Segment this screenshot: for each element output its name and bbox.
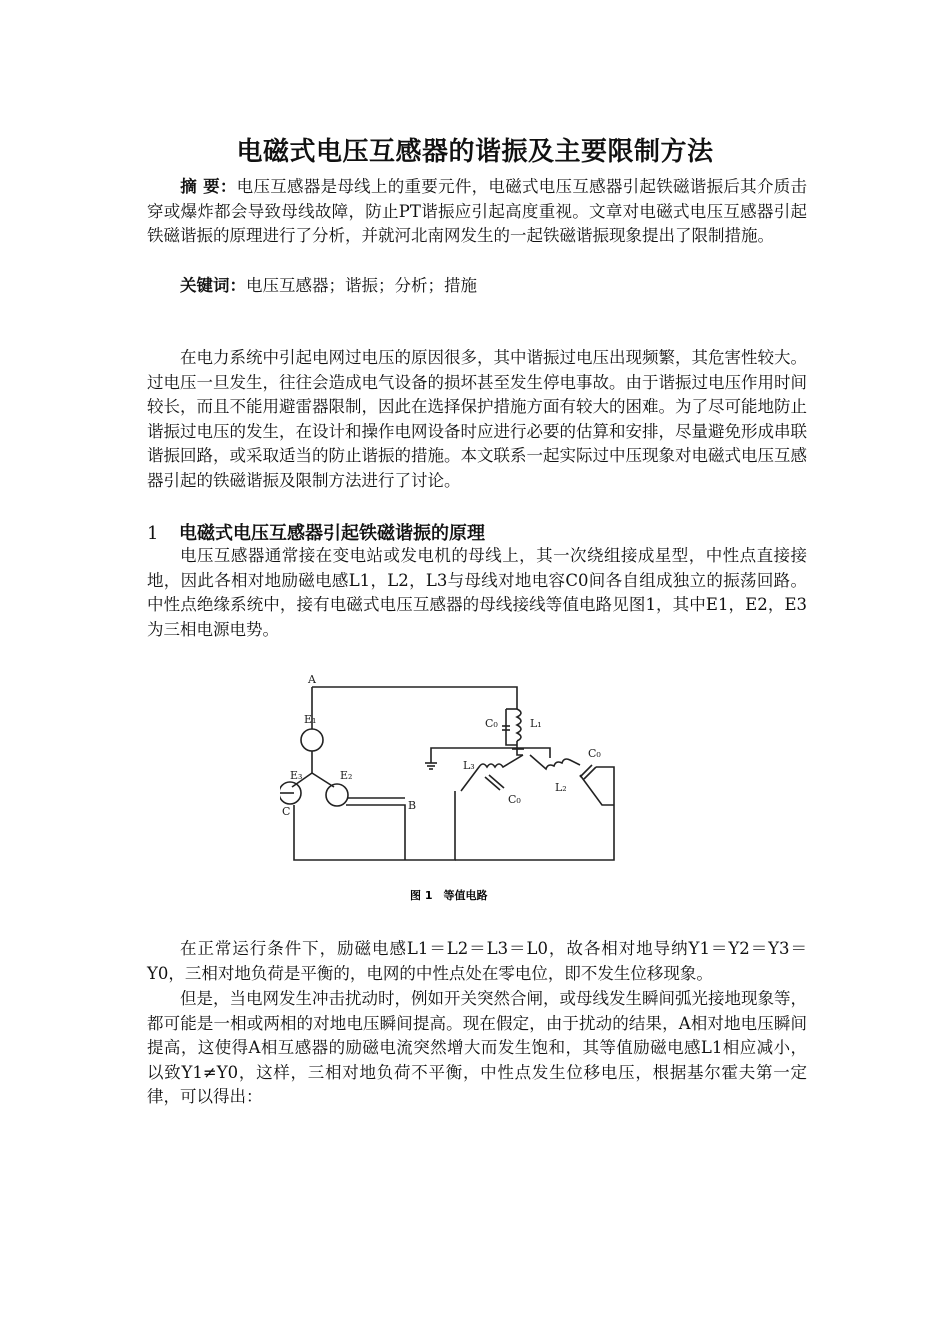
- label-l1: L₁: [530, 717, 542, 730]
- paragraph-normal-operation: 在正常运行条件下，励磁电感L1＝L2＝L3＝L0，故各相对地导纳Y1＝Y2＝Y3＝Y0，三相对地负荷是平衡的，电网的中性点处在零电位，即不发生位移现象。: [147, 939, 807, 983]
- label-c0-top: C₀: [485, 717, 498, 730]
- section-title: 电磁式电压互感器引起铁磁谐振的原理: [179, 523, 485, 544]
- keywords-text: 电压互感器；谐振；分析；措施: [246, 276, 477, 295]
- label-a: A: [308, 673, 316, 686]
- label-e3: E₃: [290, 769, 303, 782]
- section1-paragraph: 电压互感器通常接在变电站或发电机的母线上，其一次绕组接成星型，中性点直接接地，因此各相对地励磁电感L1，L2，L3与母线对地电容C0间各自组成独立的振荡回路。中性点绝缘系统中，接有电磁式电压互感器的母线接线等值电路见图1，其中E1，E2，E3为三相电源电势。: [147, 546, 807, 639]
- label-l3: L₃: [463, 759, 475, 772]
- intro-paragraph: 在电力系统中引起电网过电压的原因很多，其中谐振过电压出现频繁，其危害性较大。过电压一旦发生，往往会造成电气设备的损坏甚至发生停电事故。由于谐振过电压作用时间较长，而且不能用避雷器限制，因此在选择保护措施方面有较大的困难。为了尽可能地防止谐振过电压的发生，在设计和操作电网设备时应进行必要的估算和安排，尽量避免形成串联谐振回路，或采取适当的防止谐振的措施。本文联系一起实际过中压现象对电磁式电压互感器引起的铁磁谐振及限制方法进行了讨论。: [147, 348, 807, 490]
- label-c0-left: C₀: [508, 793, 521, 806]
- abstract-label: 摘 要：: [180, 177, 237, 196]
- circuit-diagram: [280, 665, 680, 913]
- label-c0-right: C₀: [588, 747, 601, 760]
- figure-caption: 图 1 等值电路: [410, 889, 488, 902]
- document-title: 电磁式电压互感器的谐振及主要限制方法: [236, 137, 714, 167]
- equivalent-circuit-figure: [280, 665, 680, 913]
- section-number: 1: [147, 523, 159, 544]
- label-e2: E₂: [340, 769, 353, 782]
- label-l2: L₂: [555, 781, 567, 794]
- abstract: [147, 175, 807, 249]
- paragraph-disturbance: 但是，当电网发生冲击扰动时，例如开关突然合闸，或母线发生瞬间弧光接地现象等，都可能是一相或两相的对地电压瞬间提高。现在假定，由于扰动的结果，A相对地电压瞬间提高，这使得A相互感器的励磁电流突然增大而发生饱和，其等值励磁电感L1相应减小，以致Y1≠Y0，这样，三相对地负荷不平衡，中性点发生位移电压，根据基尔霍夫第一定律，可以得出：: [147, 989, 807, 1107]
- label-c: C: [282, 805, 291, 818]
- abstract-text: 电压互感器是母线上的重要元件，电磁式电压互感器引起铁磁谐振后其介质击穿或爆炸都会导致母线故障，防止PT谐振应引起高度重视。文章对电磁式电压互感器引起铁磁谐振的原理进行了分析，并就河北南网发生的一起铁磁谐振现象提出了限制措施。: [147, 177, 808, 246]
- label-b: B: [408, 799, 417, 812]
- label-e1: E₁: [304, 713, 317, 726]
- section-heading: [147, 519, 485, 545]
- keywords-label: 关键词：: [180, 276, 246, 295]
- keywords: [147, 274, 807, 299]
